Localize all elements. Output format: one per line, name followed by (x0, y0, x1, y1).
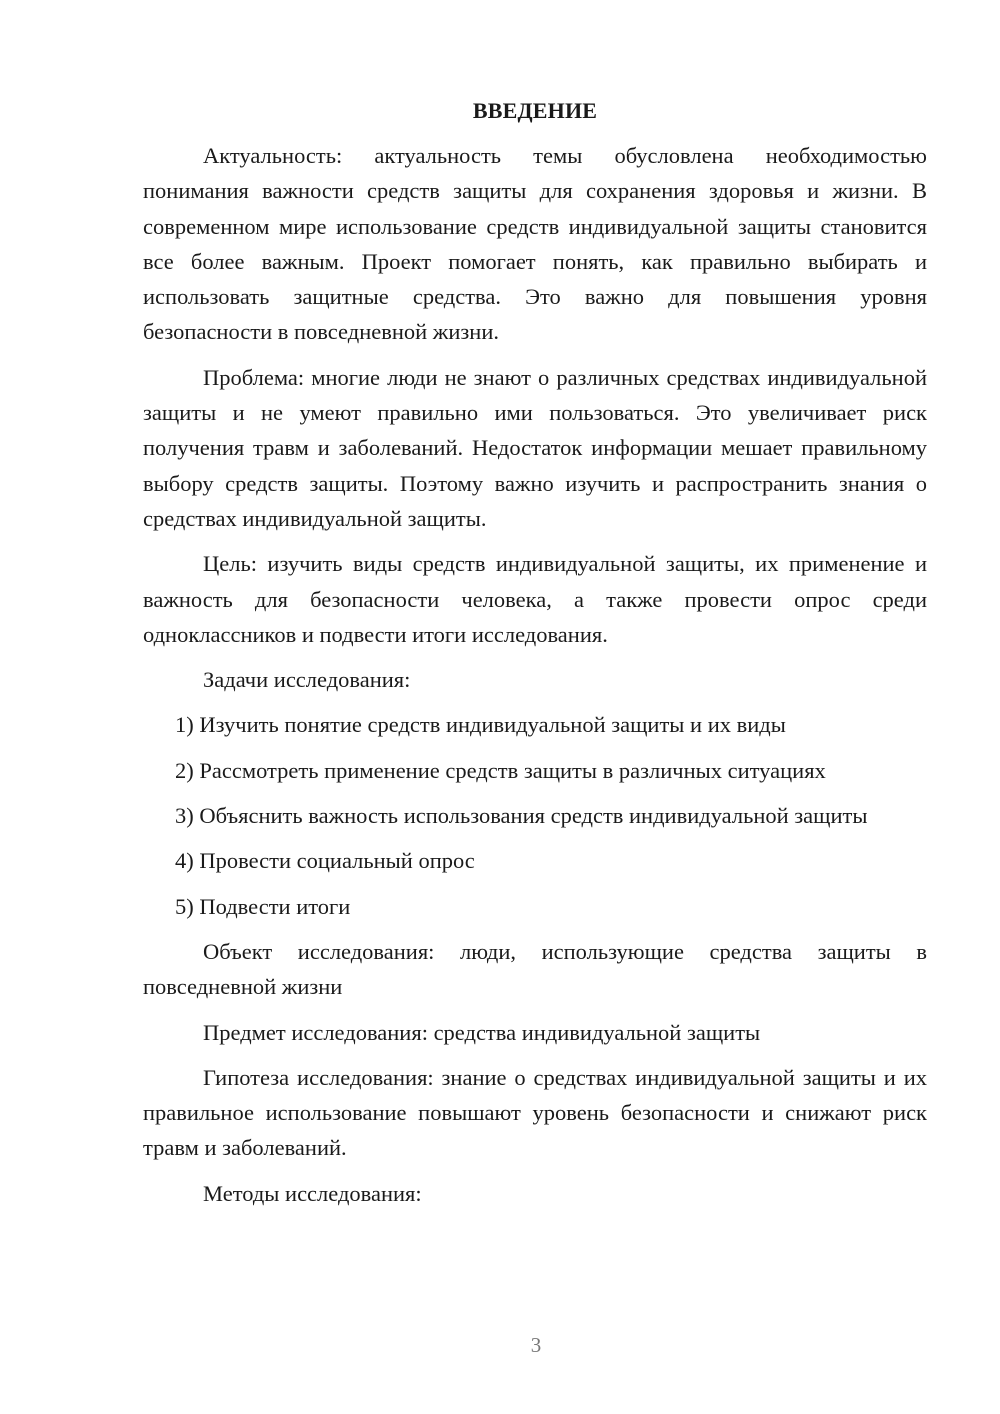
task-item: 1) Изучить понятие средств индивидуальной защиты и их виды (175, 712, 786, 738)
methods-heading: Методы исследования: (203, 1180, 422, 1206)
task-item: 4) Провести социальный опрос (175, 848, 475, 874)
task-item: 2) Рассмотреть применение средств защиты в различных ситуациях (175, 757, 826, 783)
tasks-heading: Задачи исследования: (203, 667, 411, 693)
paragraph-object: Объект исследования: люди, использующие средства защиты в повседневной жизни (143, 938, 927, 1000)
page-number: 3 (530, 1333, 542, 1357)
paragraph-relevance: Актуальность: актуальность темы обусловлена необходимостью понимания важности средств защиты для сохранения здоровья и жизни. В современном мире использование средств индивидуальной защиты становится все более важным. Проект помогает понять, как правильно выбирать и использовать защитные средства. Это важно для повышения уровня безопасности в повседневной жизни. (143, 143, 927, 345)
task-item: 3) Объяснить важность использования средств индивидуальной защиты (175, 803, 868, 829)
task-item: 5) Подвести итоги (175, 893, 351, 919)
page-content (143, 94, 927, 1221)
paragraph-hypothesis: Гипотеза исследования: знание о средствах индивидуальной защиты и их правильное использование повышают уровень безопасности и снижают риск травм и заболеваний. (143, 1064, 927, 1161)
paragraph-problem: Проблема: многие люди не знают о различных средствах индивидуальной защиты и не умеют правильно ими пользоваться. Это увеличивает риск получения травм и заболеваний. Недостаток информации мешает правильному выбору средств защиты. Поэтому важно изучить и распространить знания о средствах индивидуальной защиты. (143, 364, 927, 531)
paragraph-goal: Цель: изучить виды средств индивидуальной защиты, их применение и важность для безопасности человека, а также провести опрос среди одноклассников и подвести итоги исследования. (143, 551, 927, 647)
paragraph-subject: Предмет исследования: средства индивидуальной защиты (203, 1019, 761, 1045)
page-title: ВВЕДЕНИЕ (472, 98, 598, 123)
